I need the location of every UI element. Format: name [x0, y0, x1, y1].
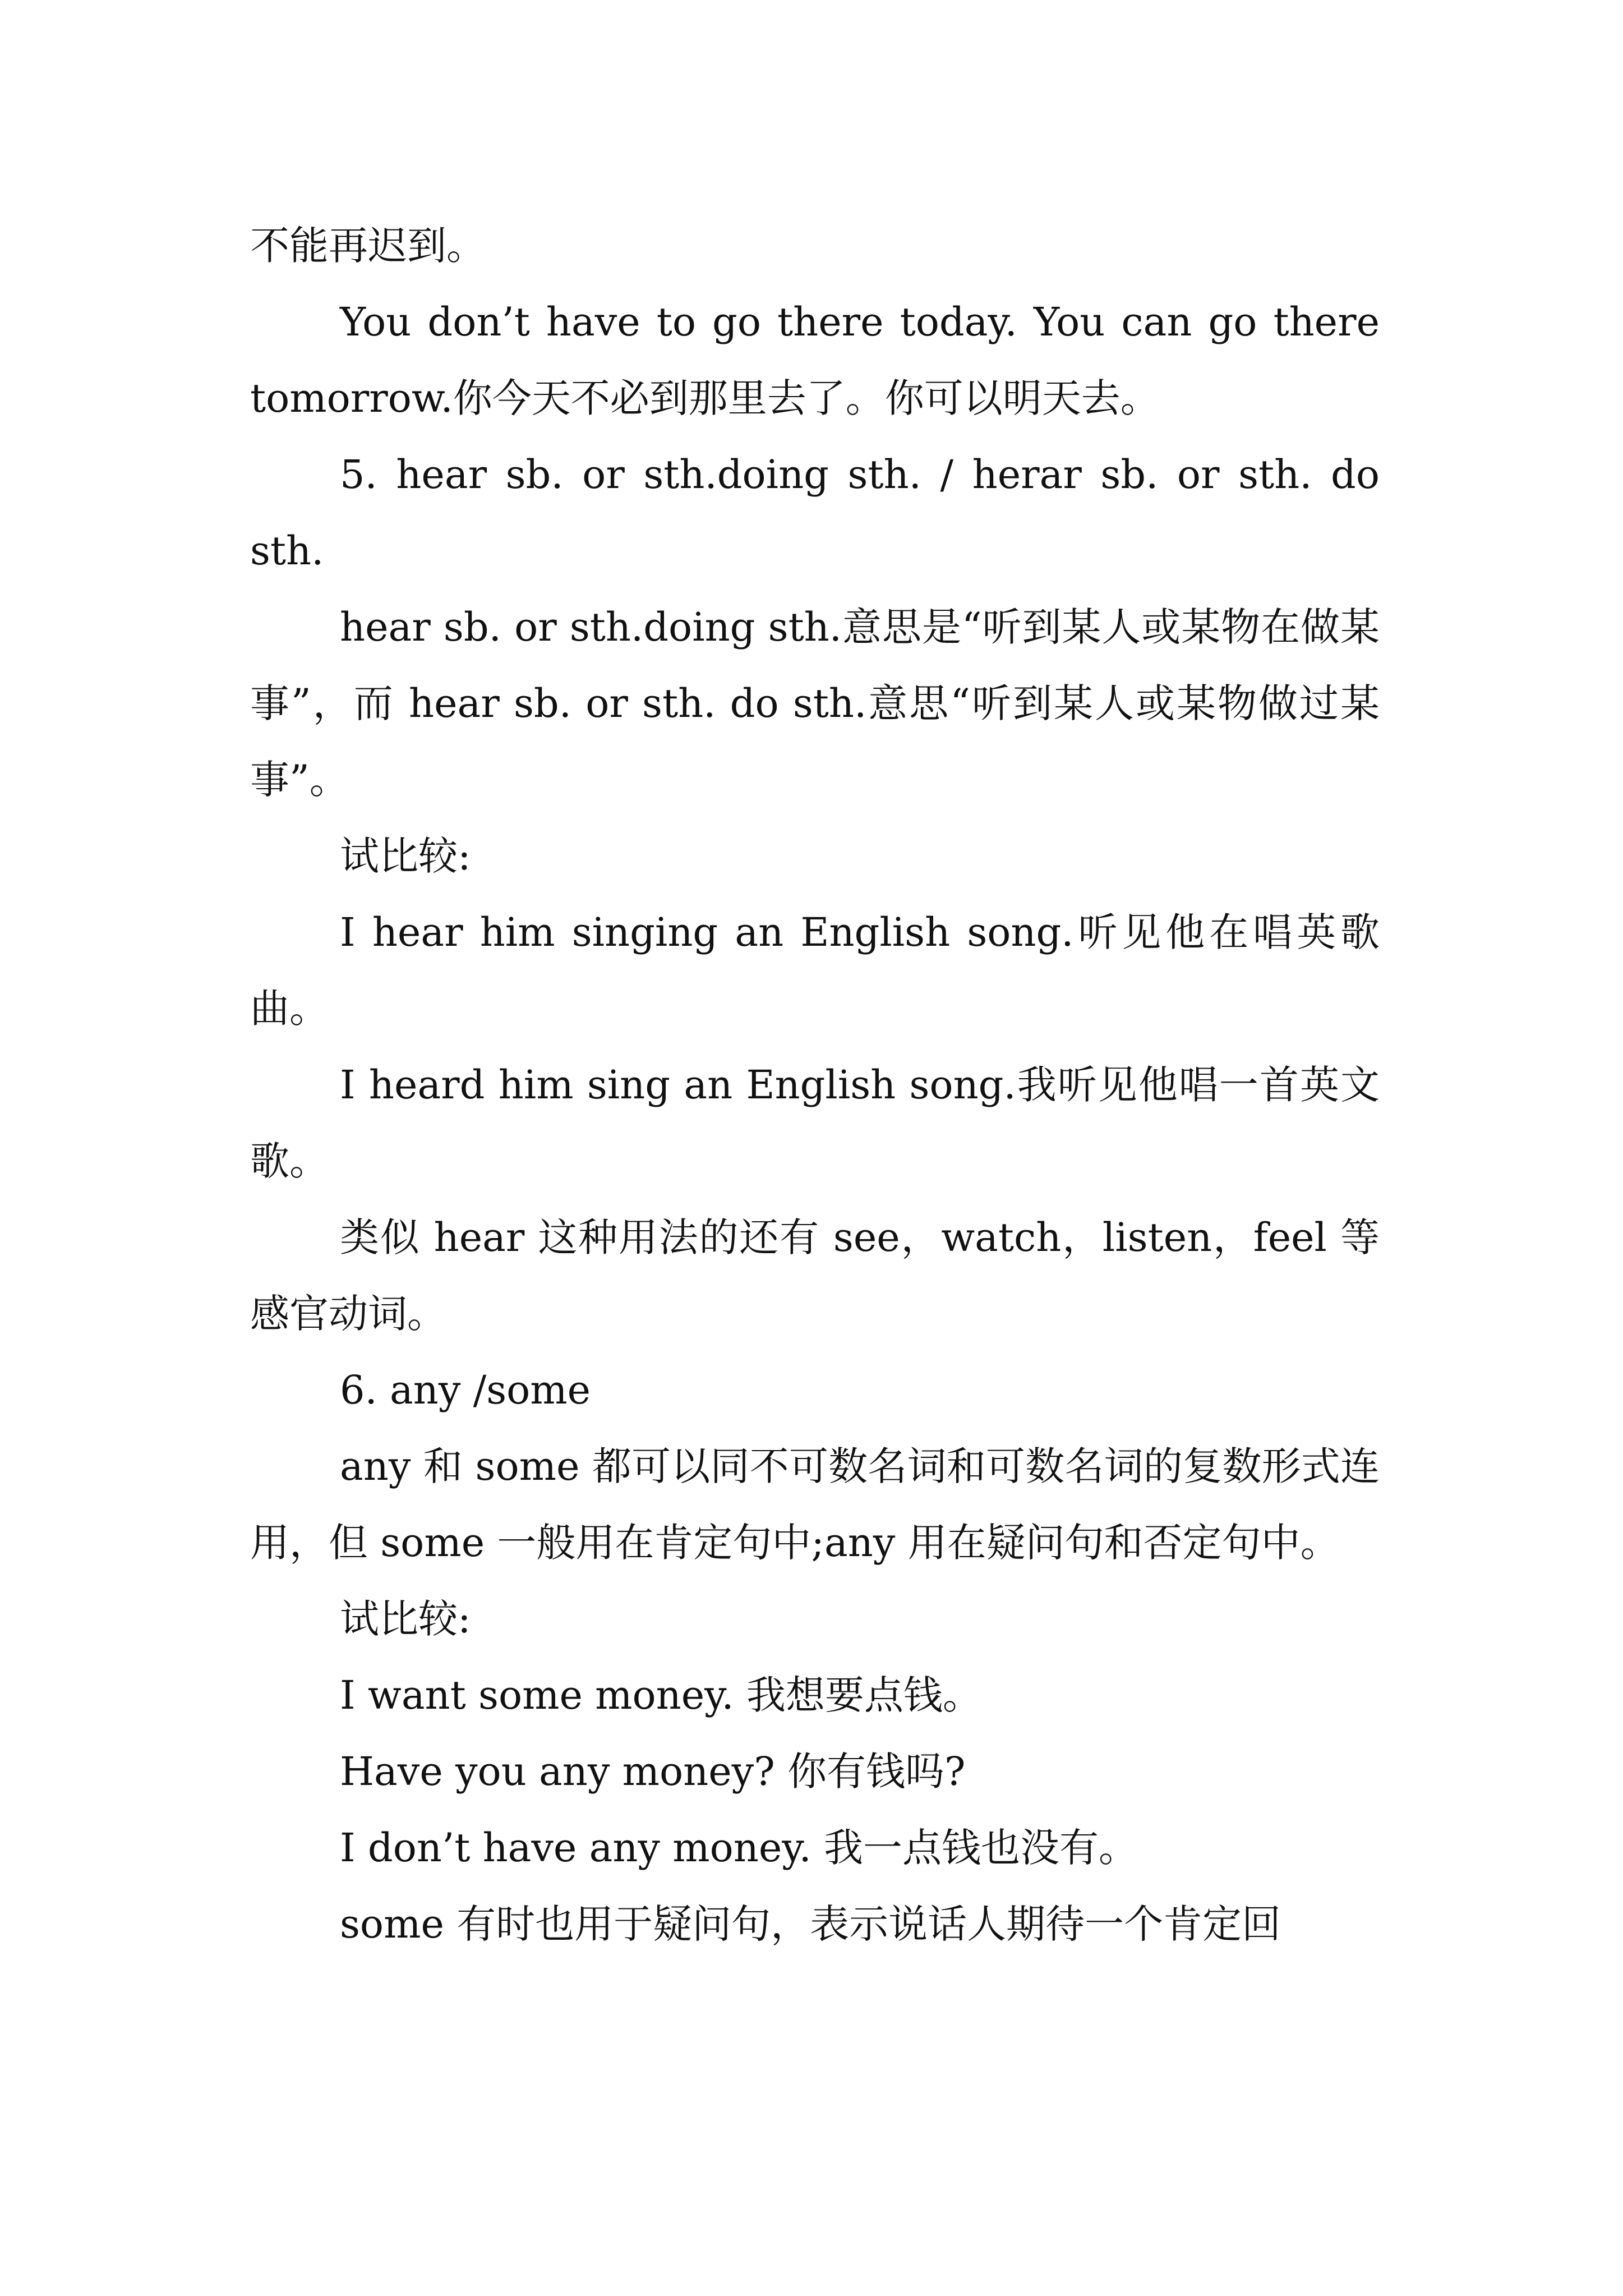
paragraph-5: 试比较: — [340, 833, 471, 879]
paragraph-12: I want some money. 我想要点钱。 — [340, 1672, 982, 1718]
paragraph-2: You don’t have to go there today. You can go there tomorrow.你今天不必到那里去了。你可以明天去。 — [250, 299, 1380, 421]
paragraph-10: any 和 some 都可以同不可数名词和可数名词的复数形式连用，但 some 一般用在肯定句中;any 用在疑问句和否定句中。 — [250, 1443, 1380, 1566]
paragraph-11: 试比较: — [340, 1596, 471, 1642]
paragraph-7: I heard him sing an English song.我听见他唱一首英文歌。 — [250, 1062, 1380, 1184]
paragraph-8: 类似 hear 这种用法的还有 see，watch，listen，feel 等感官动词。 — [250, 1214, 1380, 1337]
paragraph-6: I hear him singing an English song.听见他在唱英歌曲。 — [250, 909, 1380, 1032]
document-body — [250, 208, 1380, 1962]
paragraph-9: 6. any /some — [340, 1367, 591, 1413]
paragraph-1: 不能再迟到。 — [250, 223, 486, 269]
paragraph-14: I don’t have any money. 我一点钱也没有。 — [340, 1825, 1138, 1871]
paragraph-4: hear sb. or sth.doing sth.意思是“听到某人或某物在做某事”，而 hear sb. or sth. do sth.意思“听到某人或某物做过某事”。 — [250, 604, 1380, 803]
paragraph-3: 5. hear sb. or sth.doing sth. / herar sb. or sth. do sth. — [250, 452, 1380, 574]
paragraph-13: Have you any money? 你有钱吗? — [340, 1749, 966, 1795]
paragraph-15: some 有时也用于疑问句，表示说话人期待一个肯定回 — [340, 1901, 1281, 1947]
